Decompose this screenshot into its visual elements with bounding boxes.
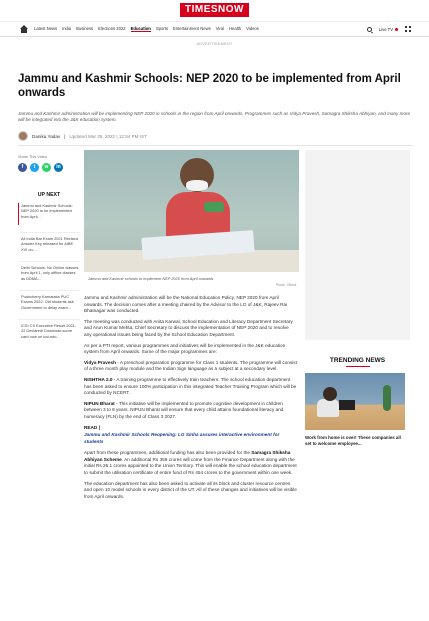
share-label: Share This Video [18, 155, 47, 159]
paragraph: NISHTHA 2.0 - A training programme to effectively train teachers. The school education department has been asked to ensure 100% participation in this integrated Teacher Training Program which will be conducted by NCERT. [84, 376, 297, 396]
read-label: READ | [84, 424, 100, 430]
linkedin-icon[interactable]: in [54, 163, 63, 172]
logo-bar [0, 0, 429, 20]
share-icons [18, 163, 63, 172]
hero-image [84, 150, 299, 272]
author-avatar[interactable] [18, 131, 28, 141]
live-tv-link[interactable]: Live TV [379, 27, 398, 32]
nishtha-label: NISHTHA 2.0 [84, 376, 113, 382]
up-next-list [18, 203, 80, 348]
paragraph: Apart from these programmes, additional funding has also been provided for the Samagra Shiksha Abhiyan Scheme. An additional Rs 359 crores will come from the Finance Department along with the initial Rs 26.1 crores appointed to the Union Territory. This will enable the school education department to submit the utilisation certificate of entire fund of Rs 454 crores to the government within one week. [84, 450, 297, 476]
samagra-label: Samagra Shiksha Abhiyan Scheme [84, 450, 291, 462]
article-body [84, 295, 297, 504]
right-ad-slot [305, 150, 410, 340]
up-next-item[interactable]: All India Bar Exam 2021 Revised Answer Key released for AIBE XVI on... [18, 232, 80, 254]
trending-image[interactable] [305, 373, 405, 430]
trending-title: TRENDING NEWS [329, 357, 386, 364]
article-summary: Jammu and Kashmir administration will be implementing NEP 2020 in schools in the region from April onwards. Programmes such as Vidya Pravesh, Samagra Shiksha Abhiyan, and many more will be integrated into the J&K education system. [18, 111, 411, 122]
article-headline: Jammu and Kashmir Schools: NEP 2020 to be implemented from April onwards [18, 73, 401, 99]
byline: Danika Yadav | Updated Mar 25, 2022 | 12:54 PM IST [18, 131, 147, 141]
image-caption: Jammu and Kashmir schools to implement NEP 2020 from April onwards [88, 276, 214, 281]
search-icon[interactable] [367, 27, 372, 32]
nav-item[interactable]: Sports [155, 26, 168, 31]
up-next-item[interactable]: ICSI CS Executive Result 2021-22 Declared! Download score card now on icsi.edu... [18, 319, 80, 341]
read-also-link[interactable]: Jammu and Kashmir Schools Reopening: LG Sinha assures interactive environment for students [84, 432, 280, 444]
nav-item[interactable]: Elections 2022 [98, 26, 126, 31]
nav-item[interactable]: Education [130, 26, 151, 31]
updated-time: Updated Mar 25, 2022 | 12:54 PM IST [69, 133, 147, 139]
up-next-item[interactable]: Puducherry Karnataka PUC Exams 2022: Old students ask Government to delay exam... [18, 290, 80, 312]
nipun-label: NIPUN Bharat [84, 400, 115, 406]
nav-items [34, 26, 259, 32]
nav-item[interactable]: Entertainment News [172, 26, 211, 31]
menu-grid-icon[interactable] [405, 26, 411, 32]
paragraph: NIPUN Bharat - This initiative will be implemented to promote cognitive development in children between 3 to 8 years. NIPUN Bharat will ensure that every child attains foundational literacy and numeracy (FLN) by the end of Class 3 2027. [84, 400, 284, 419]
nav-item[interactable]: Viral [215, 26, 225, 31]
paragraph: The education department has also been asked to activate all its block and cluster resource centres and open 10 model schools in every district of the UT. All of these changes and initiatives will be visible from April onwards. [84, 480, 297, 499]
site-logo[interactable]: TIMESNOW [180, 3, 249, 17]
main-nav [0, 21, 429, 37]
up-next-title: UP NEXT [37, 192, 61, 198]
nav-item[interactable]: Business [76, 26, 94, 31]
divider [18, 145, 413, 146]
paragraph: As per a PTI report, various programmes and initiatives will be implemented in the J&K education system from April onwards. Some of the major programmes are: [84, 342, 286, 355]
nav-item[interactable]: Health [229, 26, 242, 31]
twitter-icon[interactable]: t [30, 163, 39, 172]
up-next-item[interactable]: Jammu and Kashmir Schools: NEP 2020 to be implemented from April... [18, 203, 80, 225]
vidya-pravesh-label: Vidya Pravesh [84, 359, 116, 365]
trending-caption[interactable]: Work from home is over! These companies all set to welcome employee... [305, 435, 401, 446]
paragraph: Vidya Pravesh - A preschool preparation programme for Class 1 students. The programme will consist of a three month play module and the Indian Sign language as a subject at a secondary level. [84, 359, 297, 372]
nav-item[interactable]: Videos [246, 26, 259, 31]
photo-credit: Photo : iStock [276, 283, 297, 287]
up-next-item[interactable]: Delhi Schools: No Online classes from April 1, only offline classes as DDMA... [18, 261, 80, 283]
home-icon[interactable] [20, 25, 28, 33]
paragraph: Jammu and Kashmir administration will be the National Education Policy, NEP 2020 from April onwards. The decision comes after a meeting chaired by the Advisor to the LG of J&K, Rajeev Rai Bhatnagar was conducted. [84, 295, 288, 314]
facebook-icon[interactable]: f [18, 163, 27, 172]
paragraph: The meeting was conducted with Anita Karwal, School Education and Literacy Department Secretary and Arun Kumar Mehta, Chief Secretary to discuss the implementation of NEP 2020 and to resolve any operational issues being faced by the School Education Department. [84, 318, 293, 337]
ad-label: ADVERTISEMENT [196, 42, 233, 46]
nav-right [367, 26, 411, 32]
whatsapp-icon[interactable]: w [42, 163, 51, 172]
nav-item[interactable]: India [62, 26, 72, 31]
live-dot-icon [395, 28, 398, 31]
nav-item[interactable]: Latest News [34, 26, 58, 31]
author-name[interactable]: Danika Yadav [32, 133, 61, 139]
